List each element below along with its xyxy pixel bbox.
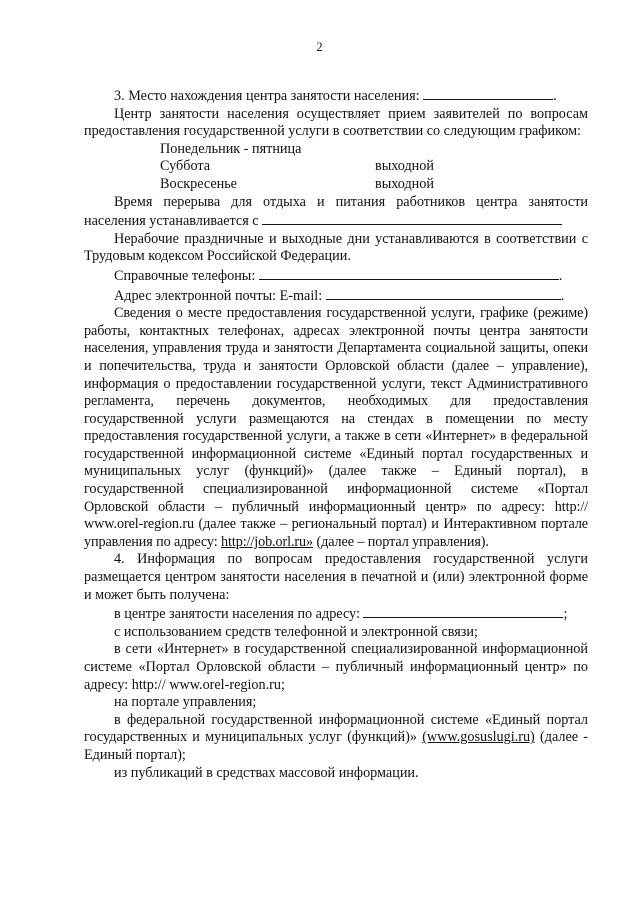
schedule-intro: Центр занятости населения осуществляет прием заявителей по вопросам предоставления государственной услуги в соответствии со следующим графиком: (84, 105, 588, 140)
list-item: из публикаций в средствах массовой информации. (114, 764, 419, 781)
break-time-paragraph: Время перерыва для отдыха и питания работников центра занятости населения устанавливается с (84, 193, 588, 230)
list-item: в центре занятости населения по адресу: ; (114, 606, 568, 623)
document-body (84, 86, 588, 782)
section-4-paragraph: 4. Информация по вопросам предоставления государственной услуги размещается центром занятости населения в печатной и (или) электронной форме и может быть получена: (84, 551, 588, 603)
phones-blank (259, 266, 559, 280)
section-3-heading: 3. Место нахождения центра занятости населения: . (114, 88, 557, 104)
schedule-row: Воскресенье выходной (160, 175, 434, 192)
break-time-blank (262, 211, 562, 225)
holidays-paragraph: Нерабочие праздничные и выходные дни устанавливаются в соответствии с Трудовым кодексом Российской Федерации. (84, 230, 588, 265)
phones-line: Справочные телефоны: . (114, 267, 563, 284)
list-item: с использованием средств телефонной и электронной связи; (114, 623, 478, 640)
schedule-row: Суббота выходной (160, 158, 434, 175)
list-item: в федеральной государственной информационной системе «Единый портал государственных и муниципальных услуг (функций)» (www.gosuslugi.ru) (далее - Единый портал); (84, 711, 589, 763)
job-portal-link[interactable]: http://job.orl.ru» (221, 533, 314, 550)
list-item: на портале управления; (114, 694, 257, 711)
address-blank (363, 604, 563, 618)
location-blank (423, 86, 553, 100)
page-number: 2 (316, 40, 323, 54)
info-paragraph: Сведения о месте предоставления государственной услуги, графике (режиме) работы, контактных телефонах, адресах электронной почты центра занятости населения, управления труда и занятости Департамента социальной защиты, опеки и попечительства, труда и занятости Орловской области (далее – управление), информация о предоставлении государственной услуги, текст Административного регламента, перечень документов, необходимых для предоставления государственной услуги размещаются на стендах в помещении по месту предоставления государственной услуги, а также в сети «Интернет» в федеральной государственной информационной системе «Единый портал государственных и муниципальных услуг (функций)» (далее также – Единый портал), в государственной специализированной информационной системе «Портал Орловской области – публичный информационный центр» по адресу: http:// www.orel-region.ru (далее также – региональный портал) и Интерактивном портале управления по адресу: http://job.orl.ru» (далее – портал управления). (84, 305, 588, 550)
gosuslugi-link[interactable]: (www.gosuslugi.ru) (422, 729, 535, 746)
schedule-row: Понедельник - пятница (160, 140, 302, 157)
list-item: в сети «Интернет» в государственной специализированной информационной системе «Портал Орловской области – публичный информационный центр» по адресу: http:// www.orel-region.ru; (84, 641, 588, 693)
email-line: Адрес электронной почты: E-mail: . (114, 287, 565, 304)
email-blank (326, 286, 561, 300)
